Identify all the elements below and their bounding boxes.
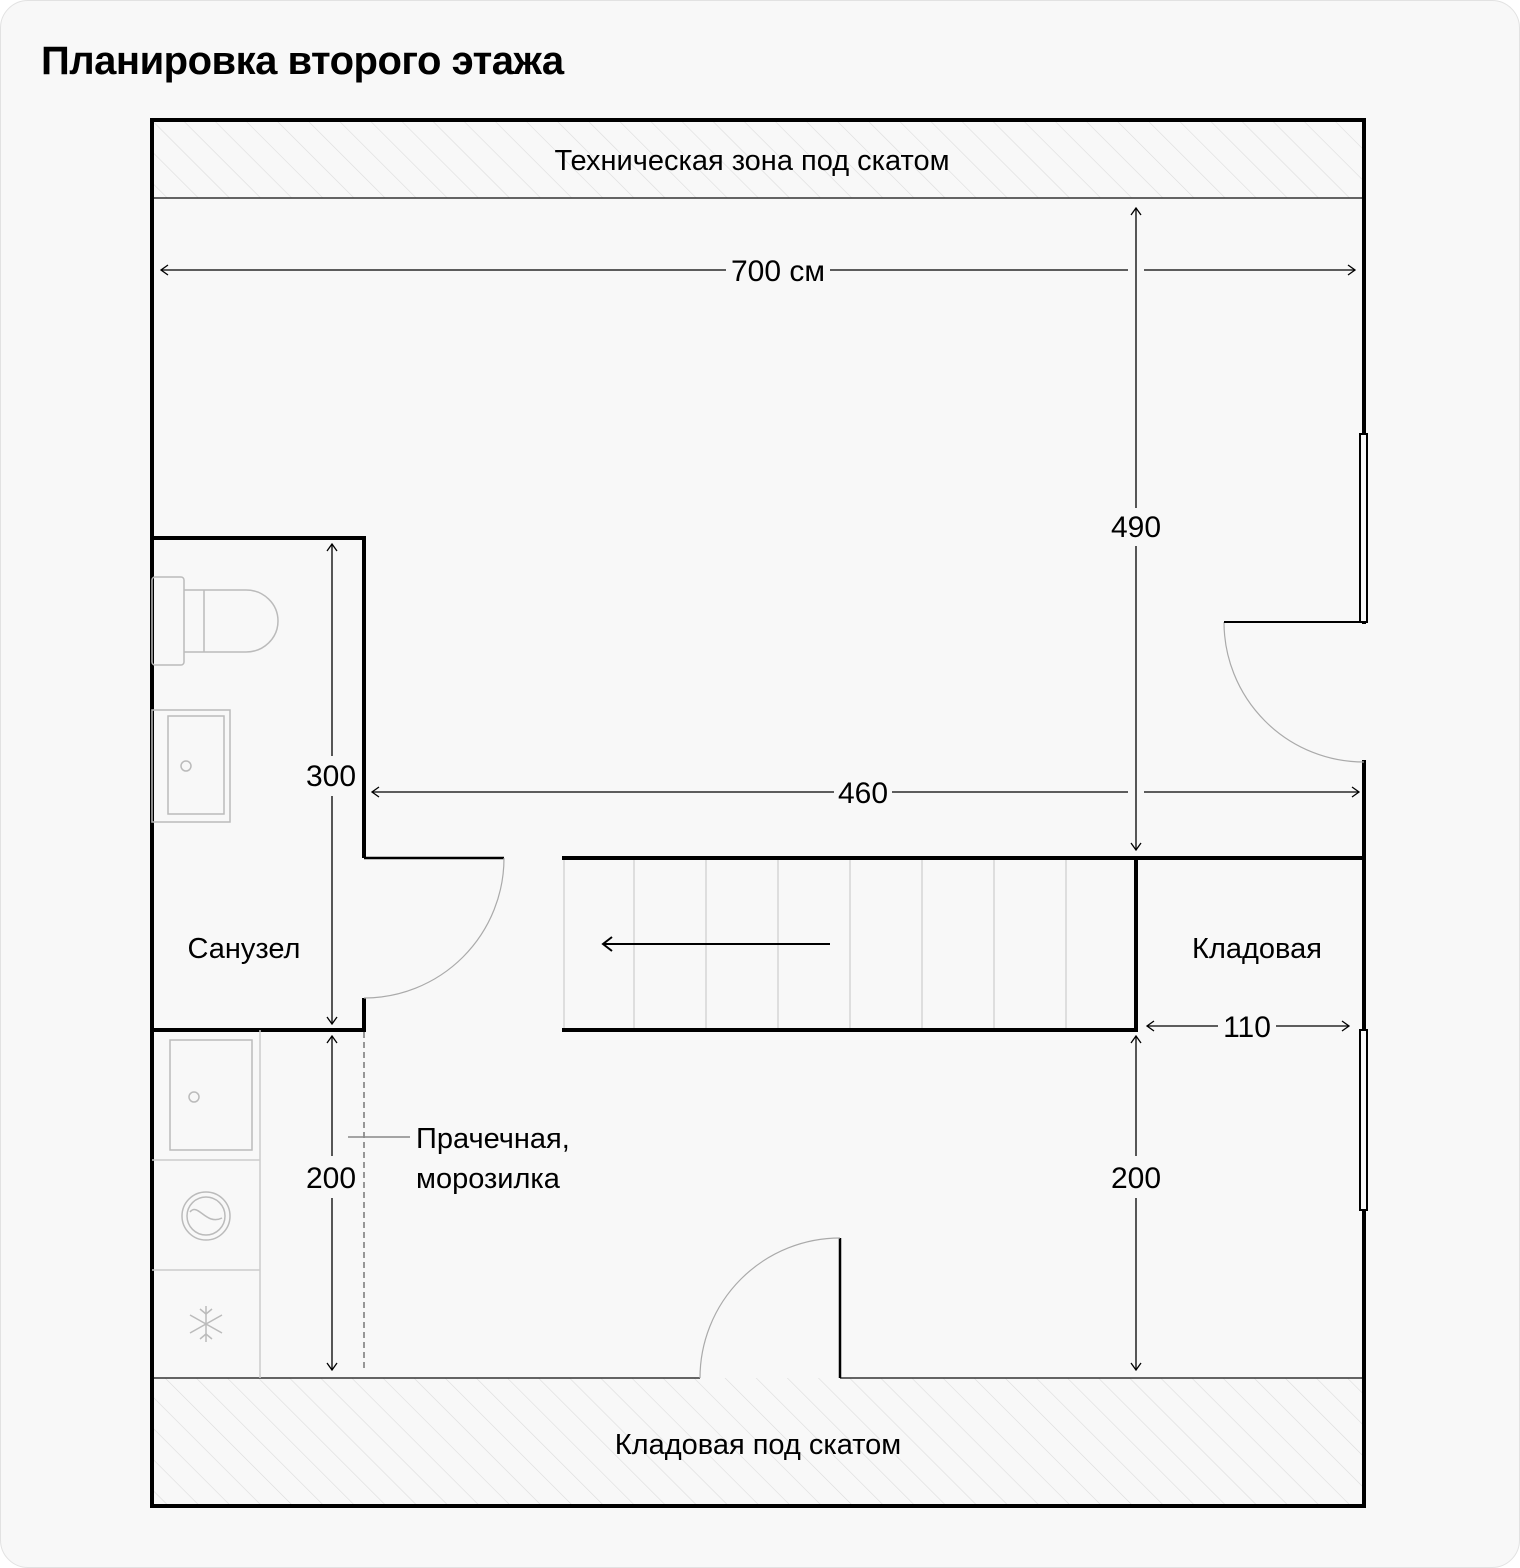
dim-label-300: 300 — [305, 760, 357, 793]
door-swing-bathroom — [364, 858, 504, 998]
washing-machine-icon — [182, 1192, 230, 1240]
dim-label-490: 490 — [1110, 511, 1162, 544]
window-right-lower — [1360, 1030, 1367, 1210]
sink-icon — [152, 710, 230, 822]
dim-label-200-right: 200 — [1110, 1162, 1162, 1195]
bathroom-label: Санузел — [187, 933, 301, 965]
page-title: Планировка второго этажа — [41, 39, 564, 83]
dim-label-200-left: 200 — [305, 1162, 357, 1195]
freezer-icon — [190, 1306, 222, 1342]
window-right-upper — [1360, 434, 1367, 622]
tech-zone-label: Техническая зона под скатом — [554, 145, 950, 177]
pantry-label: Кладовая — [1192, 933, 1322, 965]
door-swing-bottom — [700, 1238, 840, 1378]
dim-label-460: 460 — [837, 777, 889, 810]
toilet-icon — [152, 577, 278, 665]
door-swing-right — [1224, 622, 1364, 762]
bottom-storage-label: Кладовая под скатом — [614, 1429, 902, 1461]
dim-label-110: 110 — [1223, 1011, 1271, 1044]
dim-label-700: 700 см — [730, 255, 826, 288]
laundry-label-line1: Прачечная, — [416, 1123, 570, 1155]
laundry-sink-icon — [170, 1040, 252, 1150]
laundry-label-line2: морозилка — [416, 1163, 560, 1195]
outer-walls — [152, 120, 1364, 1506]
